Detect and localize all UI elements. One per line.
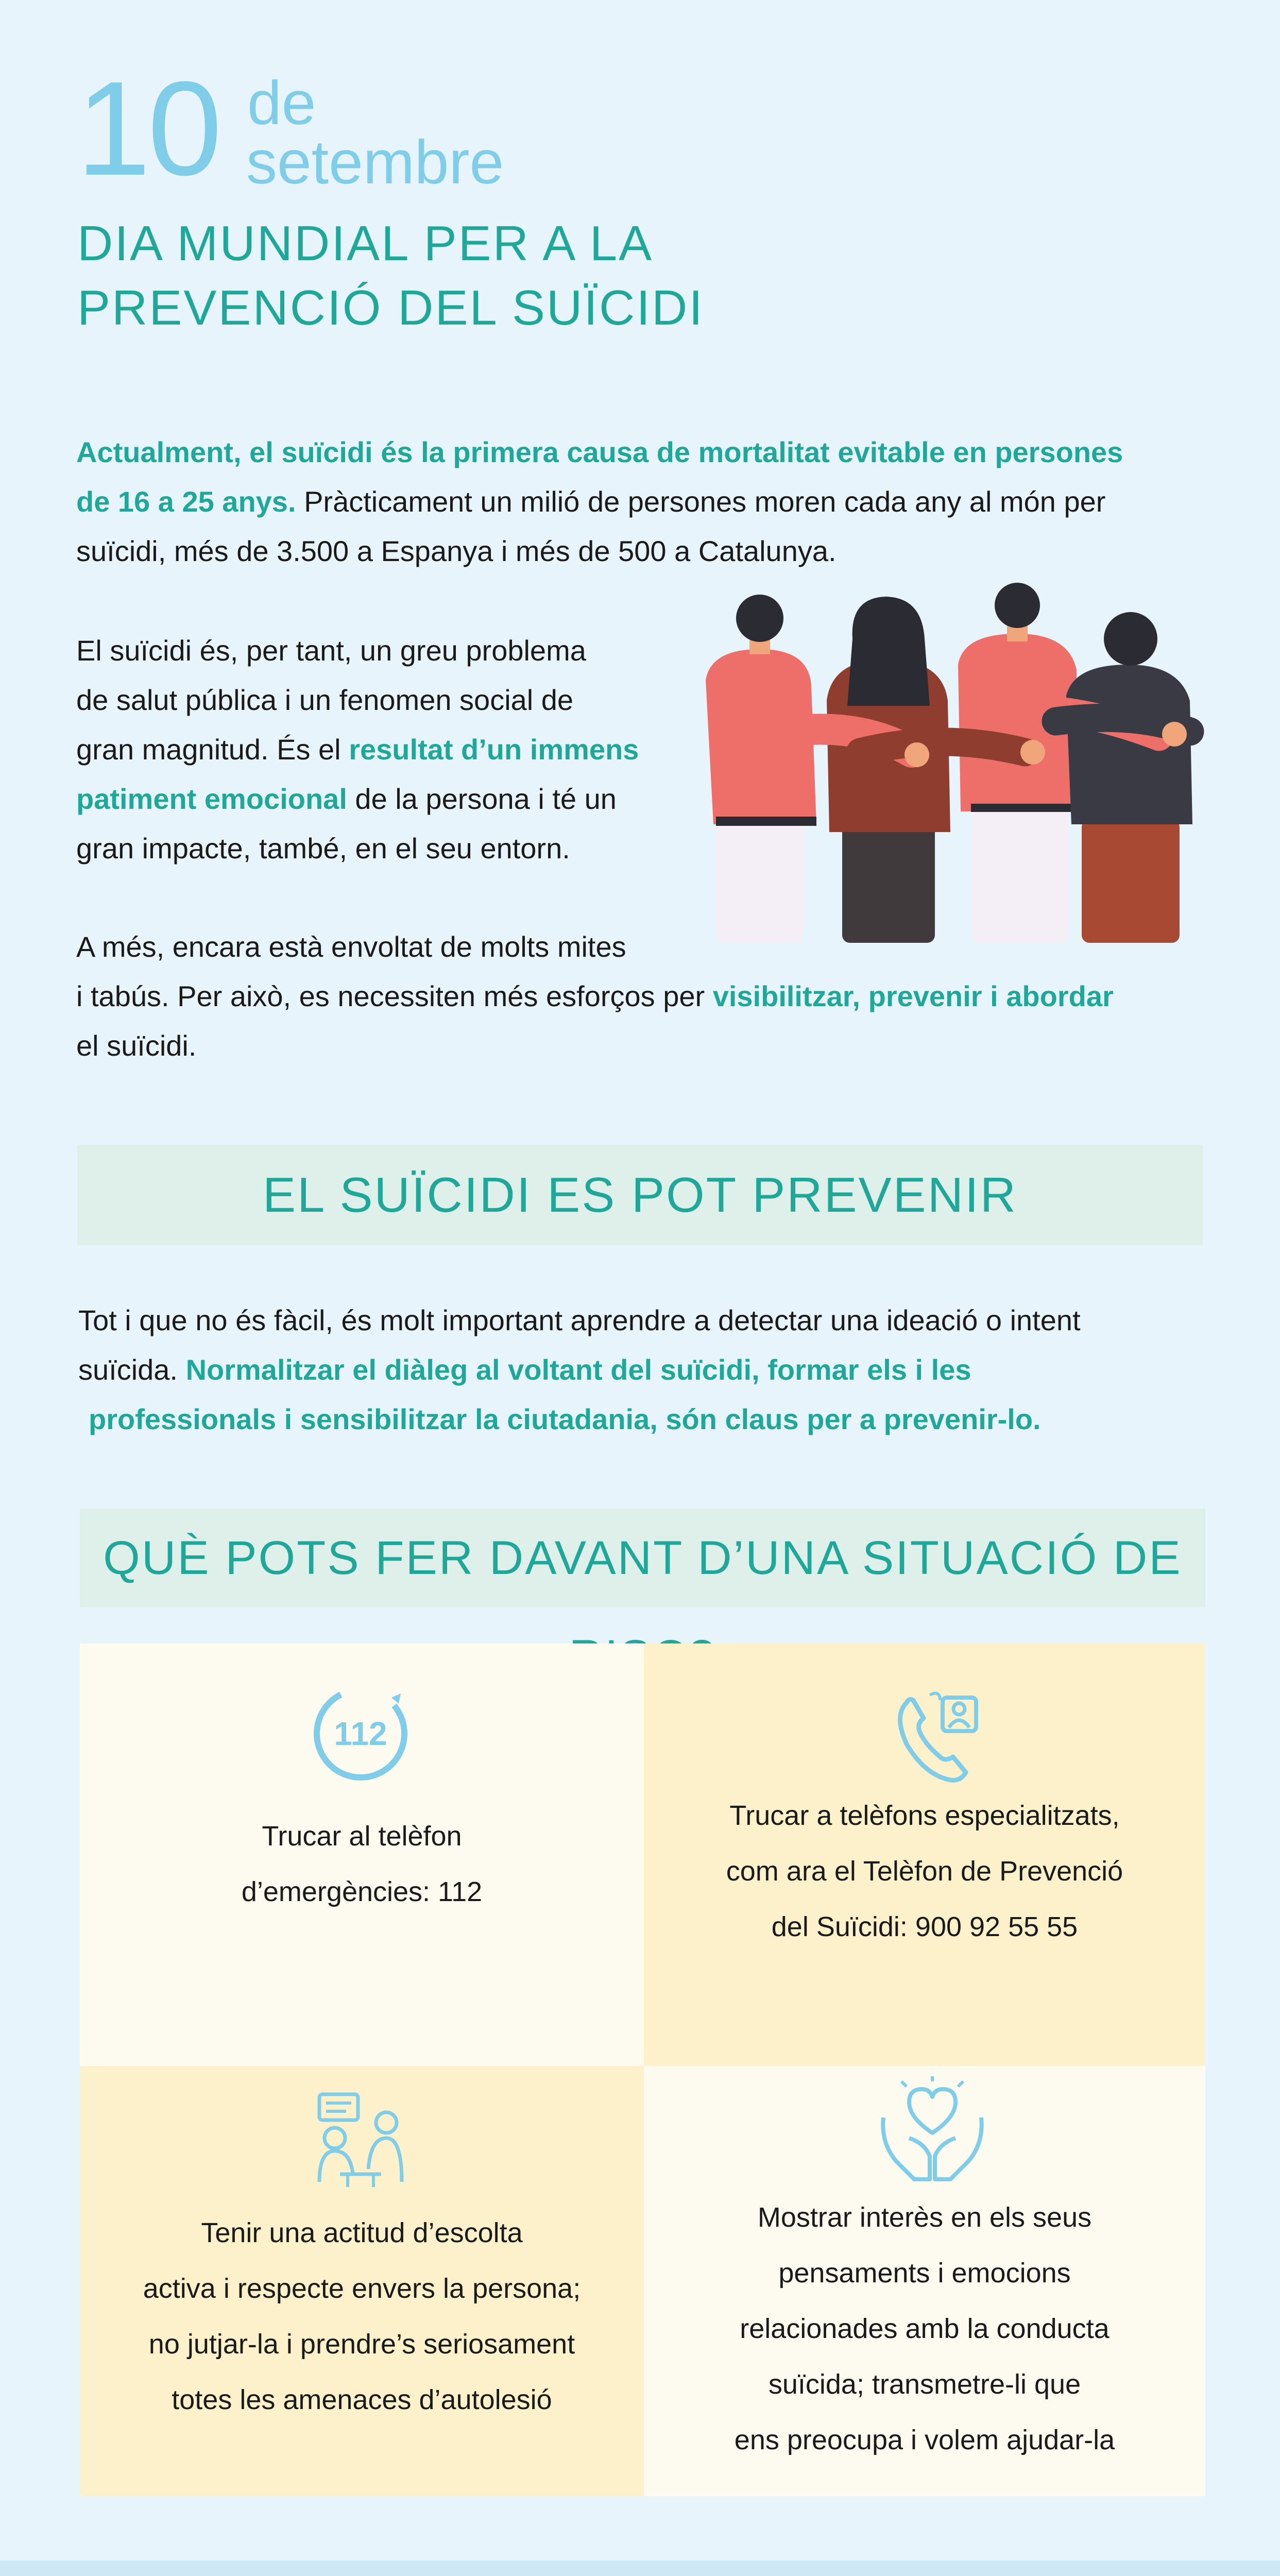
card-text: Mostrar interès en els seus — [757, 2202, 1092, 2233]
intro-text: El suïcidi és, per tant, un greu problema — [76, 634, 586, 667]
prevention-text: Tot i que no és fàcil, és molt important aprendre a detectar una ideació o intent — [78, 1304, 1081, 1336]
prevention-highlight: Normalitzar el diàleg al voltant del suïcidi, formar els i les — [185, 1353, 971, 1386]
intro-text: de salut pública i un fenomen social de — [76, 684, 574, 716]
intro-text: gran magnitud. És el — [76, 733, 349, 766]
footer — [0, 2561, 1280, 2576]
intro-paragraph-2 — [76, 626, 720, 873]
card-text: pensaments i emocions — [778, 2258, 1071, 2289]
people-hugging-illustration — [695, 582, 1205, 943]
intro-paragraph-3 — [76, 922, 1235, 1071]
phone-112-icon — [309, 1682, 412, 1785]
intro-text: Pràcticament un milió de persones moren cada any al món per — [296, 485, 1106, 518]
card-text: del Suïcidi: 900 92 55 55 — [771, 1911, 1078, 1942]
card-text: no jutjar-la i prendre’s seriosament — [148, 2329, 575, 2360]
card-text: d’emergències: 112 — [241, 1876, 483, 1907]
intro-text: el suïcidi. — [76, 1029, 197, 1062]
date-month: setembre — [246, 128, 504, 197]
intro-highlight: Actualment, el suïcidi és la primera causa de mortalitat evitable en persones — [76, 436, 1123, 468]
prevention-paragraph — [78, 1296, 1237, 1444]
intro-paragraph-1 — [76, 428, 1209, 576]
intro-highlight: visibilitzar, prevenir i abordar — [712, 980, 1114, 1012]
intro-text: A més, encara està envoltat de molts mites — [76, 930, 626, 963]
card-text: Tenir una actitud d’escolta — [201, 2217, 523, 2248]
action-card-show-interest — [644, 2066, 1205, 2496]
svg-text:112: 112 — [334, 1715, 387, 1752]
hands-heart-icon — [876, 2076, 989, 2184]
action-card-active-listening — [80, 2066, 644, 2496]
section-title: QUÈ POTS FER DAVANT D’UNA SITUACIÓ DE — [103, 1532, 1182, 1584]
card-text: suïcida; transmetre-li que — [768, 2369, 1081, 2400]
date-preposition: de — [247, 69, 316, 138]
card-text: relacionades amb la conducta — [740, 2313, 1110, 2344]
intro-text: gran impacte, també, en el seu entorn. — [76, 832, 570, 865]
conversation-icon — [309, 2087, 412, 2190]
prevention-highlight: professionals i sensibilitzar la ciutadania, són claus per a prevenir-lo. — [89, 1403, 1041, 1435]
action-card-specialized-phone — [644, 1643, 1205, 2066]
card-text: Trucar al telèfon — [262, 1821, 462, 1852]
section-banner-prevention — [77, 1145, 1203, 1245]
phone-support-icon — [886, 1682, 989, 1785]
date-day: 10 — [76, 54, 219, 204]
section-banner-risk — [80, 1509, 1205, 1607]
section-title: EL SUÏCIDI ES POT PREVENIR — [262, 1167, 1018, 1223]
action-card-emergency — [80, 1643, 644, 2066]
intro-highlight: patiment emocional — [76, 783, 347, 815]
page-title-line-2: PREVENCIÓ DEL SUÏCIDI — [77, 280, 705, 335]
card-text: totes les amenaces d’autolesió — [172, 2384, 552, 2415]
intro-text: suïcidi, més de 3.500 a Espanya i més de 500 a Catalunya. — [76, 535, 837, 567]
intro-highlight: de 16 a 25 anys. — [76, 485, 296, 518]
card-text: activa i respecte envers la persona; — [143, 2273, 581, 2304]
intro-text: de la persona i té un — [347, 783, 617, 815]
page-title-line-1: DIA MUNDIAL PER A LA — [77, 216, 654, 271]
intro-text: i tabús. Per això, es necessiten més esforços per — [76, 980, 713, 1012]
intro-highlight: resultat d’un immens — [349, 733, 639, 766]
card-text: Trucar a telèfons especialitzats, — [729, 1800, 1120, 1831]
prevention-text: suïcida. — [78, 1353, 186, 1386]
card-text: ens preocupa i volem ajudar-la — [734, 2425, 1115, 2455]
card-text: com ara el Telèfon de Prevenció — [726, 1856, 1123, 1887]
